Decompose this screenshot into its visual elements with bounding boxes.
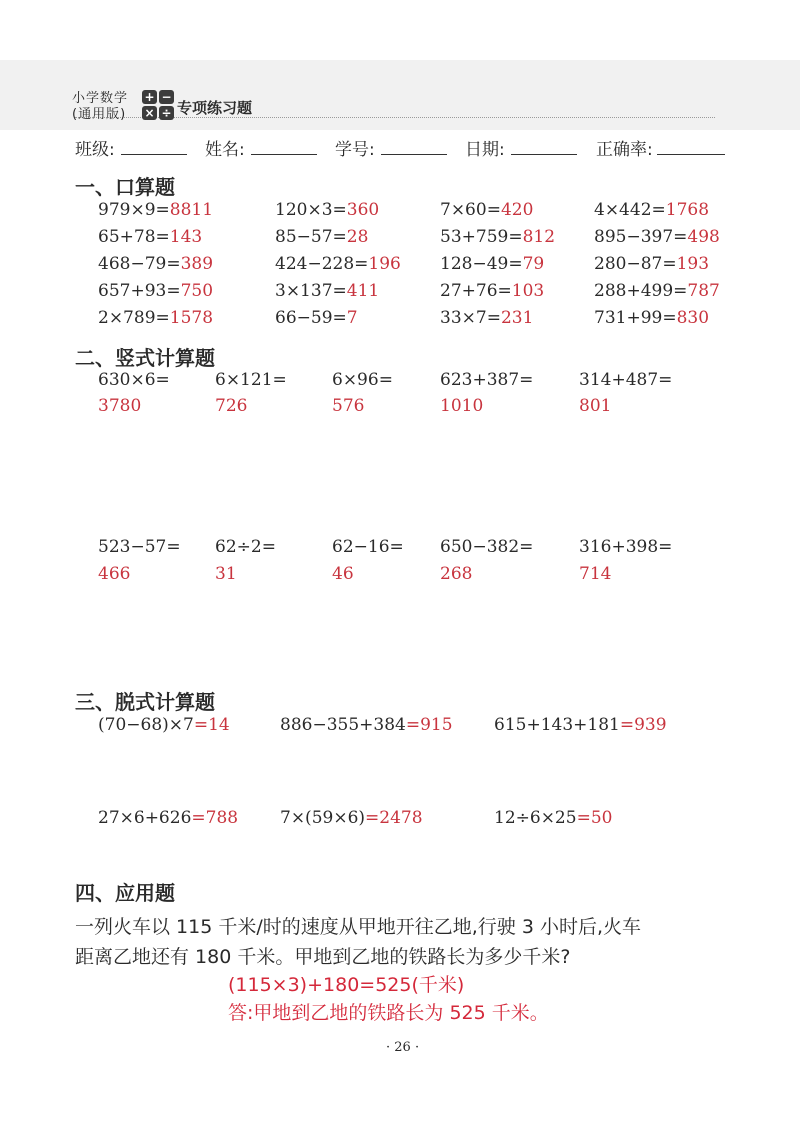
header-title: 专项练习题	[177, 99, 253, 117]
word-problem-line-1: 一列火车以 115 千米/时的速度从甲地开往乙地,行驶 3 小时后,火车	[75, 916, 641, 938]
vertical-problem: 623+387=	[440, 370, 534, 390]
stepwise-problem: (70−68)×7=14	[98, 715, 230, 735]
oral-problem: 2×789=1578	[98, 308, 214, 328]
answer: 787	[687, 281, 720, 301]
page-number: · 26 ·	[386, 1040, 420, 1055]
vertical-answer: 726	[215, 396, 248, 416]
answer: 79	[522, 254, 545, 274]
answer: 28	[346, 227, 369, 247]
answer: 830	[676, 308, 710, 328]
field-class-blank	[121, 154, 187, 155]
answer: =788	[191, 808, 239, 828]
vertical-answer: 576	[332, 396, 365, 416]
oral-problem: 85−57=28	[275, 227, 369, 247]
divide-icon: ÷	[159, 106, 174, 120]
answer: 420	[500, 200, 534, 220]
stepwise-problem: 615+143+181=939	[494, 715, 667, 735]
answer: 193	[676, 254, 710, 274]
times-icon: ×	[142, 106, 157, 120]
solution-equation: (115×3)+180=525(千米)	[228, 974, 465, 996]
answer: 8811	[169, 200, 214, 220]
section-4-title: 四、应用题	[75, 881, 175, 905]
answer: 389	[180, 254, 214, 274]
oral-problem: 3×137=411	[275, 281, 380, 301]
answer: =14	[193, 715, 230, 735]
answer: =915	[405, 715, 453, 735]
answer: 196	[368, 254, 401, 274]
oral-problem: 66−59=7	[275, 308, 358, 328]
field-date-label: 日期:	[465, 140, 505, 160]
answer: 411	[346, 281, 380, 301]
vertical-problem: 6×121=	[215, 370, 287, 390]
oral-problem: 53+759=812	[440, 227, 556, 247]
vertical-answer: 31	[215, 564, 237, 584]
field-student-id-label: 学号:	[335, 140, 375, 160]
oral-problem: 468−79=389	[98, 254, 214, 274]
vertical-problem: 314+487=	[579, 370, 673, 390]
oral-problem: 27+76=103	[440, 281, 545, 301]
brand-line-2: (通用版)	[72, 107, 127, 122]
section-1-title: 一、口算题	[75, 175, 175, 199]
oral-problem: 280−87=193	[594, 254, 710, 274]
brand-line-1: 小学数学	[72, 91, 129, 106]
solution-answer: 答:甲地到乙地的铁路长为 525 千米。	[228, 1002, 549, 1024]
answer: 103	[511, 281, 545, 301]
vertical-answer: 466	[98, 564, 131, 584]
vertical-problem: 650−382=	[440, 537, 534, 557]
vertical-problem: 62−16=	[332, 537, 404, 557]
answer: 7	[346, 308, 358, 328]
oral-problem: 731+99=830	[594, 308, 710, 328]
oral-problem: 65+78=143	[98, 227, 203, 247]
vertical-problem: 523−57=	[98, 537, 181, 557]
oral-problem: 895−397=498	[594, 227, 720, 247]
vertical-problem: 316+398=	[579, 537, 673, 557]
minus-icon: −	[159, 90, 174, 104]
field-class-label: 班级:	[75, 140, 115, 160]
stepwise-problem: 12÷6×25=50	[494, 808, 613, 828]
plus-icon: +	[142, 90, 157, 104]
oral-problem: 120×3=360	[275, 200, 380, 220]
oral-problem: 979×9=8811	[98, 200, 214, 220]
field-name-blank	[251, 154, 317, 155]
oral-problem: 288+499=787	[594, 281, 720, 301]
section-2-title: 二、竖式计算题	[75, 346, 215, 370]
oral-problem: 128−49=79	[440, 254, 545, 274]
answer: 498	[687, 227, 720, 247]
answer: 143	[169, 227, 203, 247]
vertical-problem: 6×96=	[332, 370, 393, 390]
oral-problem: 424−228=196	[275, 254, 401, 274]
vertical-answer: 3780	[98, 396, 142, 416]
word-problem-line-2: 距离乙地还有 180 千米。甲地到乙地的铁路长为多少千米?	[75, 946, 571, 968]
answer: 812	[522, 227, 556, 247]
stepwise-problem: 27×6+626=788	[98, 808, 239, 828]
oral-problem: 7×60=420	[440, 200, 534, 220]
answer: =939	[619, 715, 667, 735]
vertical-answer: 268	[440, 564, 473, 584]
field-accuracy-blank	[657, 154, 725, 155]
stepwise-problem: 7×(59×6)=2478	[280, 808, 423, 828]
field-student-id-blank	[381, 154, 447, 155]
vertical-problem: 630×6=	[98, 370, 170, 390]
answer: 750	[180, 281, 214, 301]
oral-problem: 33×7=231	[440, 308, 534, 328]
field-accuracy-label: 正确率:	[596, 140, 653, 160]
section-3-title: 三、脱式计算题	[75, 690, 215, 714]
stepwise-problem: 886−355+384=915	[280, 715, 453, 735]
vertical-answer: 46	[332, 564, 354, 584]
answer: =2478	[365, 808, 423, 828]
vertical-answer: 714	[579, 564, 612, 584]
brand	[72, 91, 128, 123]
answer: 360	[346, 200, 380, 220]
vertical-answer: 1010	[440, 396, 484, 416]
oral-problem: 657+93=750	[98, 281, 214, 301]
oral-problem: 4×442=1768	[594, 200, 710, 220]
answer: =50	[576, 808, 613, 828]
vertical-answer: 801	[579, 396, 612, 416]
field-date-blank	[511, 154, 577, 155]
vertical-problem: 62÷2=	[215, 537, 276, 557]
answer: 1768	[665, 200, 710, 220]
answer: 1578	[169, 308, 214, 328]
field-name-label: 姓名:	[205, 140, 245, 160]
operators-logo	[142, 90, 174, 120]
answer: 231	[500, 308, 534, 328]
